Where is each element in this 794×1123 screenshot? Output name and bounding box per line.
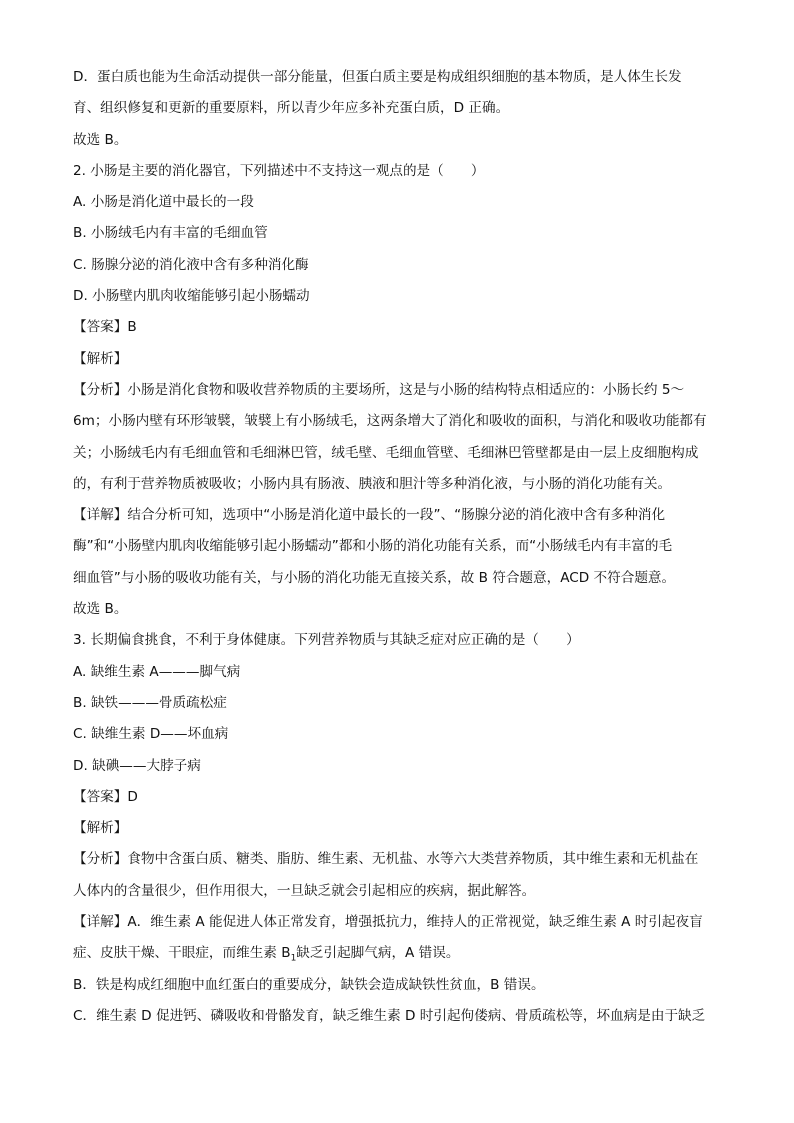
question-3-option-b: B. 缺铁———骨质疏松症 [73, 694, 227, 711]
question-2-analysis-heading: 【解析】 [73, 350, 128, 367]
subscript: 1 [290, 954, 297, 965]
text-line: 细血管”与小肠的吸收功能有关，与小肠的消化功能无直接关系，故 B 符合题意，ACD 不符合题意。 [73, 569, 676, 586]
text-line: 【分析】食物中含蛋白质、糖类、脂肪、维生素、无机盐、水等六大类营养物质，其中维生素和无机盐在 [73, 851, 699, 868]
question-3-option-a: A. 缺维生素 A———脚气病 [73, 663, 241, 680]
text-line: 故选 B。 [73, 131, 128, 148]
text-line: 6m；小肠内壁有环形皱襞，皱襞上有小肠绒毛，这两条增大了消化和吸收的面积，与消化和吸收功能都有 [73, 413, 707, 430]
question-3-option-d: D. 缺碘——大脖子病 [73, 757, 201, 774]
question-2-option-a: A. 小肠是消化道中最长的一段 [73, 194, 254, 211]
document-page [73, 62, 723, 1032]
text-line: 【详解】结合分析可知，选项中“小肠是消化道中最长的一段”、“肠腺分泌的消化液中含有多种消化 [73, 507, 666, 524]
text-line: 故选 B。 [73, 601, 128, 618]
question-2-option-b: B. 小肠绒毛内有丰富的毛细血管 [73, 225, 268, 242]
text-line: 【分析】小肠是消化食物和吸收营养物质的主要场所，这是与小肠的结构特点相适应的：小肠长约 5～ [73, 381, 685, 398]
question-3-stem: 3. 长期偏食挑食，不利于身体健康。下列营养物质与其缺乏症对应正确的是（ ） [73, 632, 580, 649]
text-line: 的，有利于营养物质被吸收；小肠内具有肠液、胰液和胆汁等多种消化液，与小肠的消化功能有关。 [73, 475, 672, 492]
text-line: 酶”和“小肠壁内肌肉收缩能够引起小肠蠕动”都和小肠的消化功能有关系，而“小肠绒毛内有丰富的毛 [73, 538, 673, 555]
text-line: 关；小肠绒毛内有毛细血管和毛细淋巴管，绒毛壁、毛细血管壁、毛细淋巴管壁都是由一层上皮细胞构成 [73, 444, 699, 461]
question-2-option-c: C. 肠腺分泌的消化液中含有多种消化酶 [73, 256, 309, 273]
question-2-answer: 【答案】B [73, 319, 137, 336]
text-line: B．铁是构成红细胞中血红蛋白的重要成分，缺铁会造成缺铁性贫血，B 错误。 [73, 976, 545, 993]
question-2-option-d: D. 小肠壁内肌肉收缩能够引起小肠蠕动 [73, 288, 310, 305]
question-2-stem: 2. 小肠是主要的消化器官，下列描述中不支持这一观点的是（ ） [73, 162, 485, 179]
text-line: D．蛋白质也能为生命活动提供一部分能量，但蛋白质主要是构成组织细胞的基本物质，是人体生长发 [73, 69, 682, 85]
text-line [73, 938, 723, 969]
question-3-option-c: C. 缺维生素 D——坏血病 [73, 726, 229, 743]
text-segment: 缺乏引起脚气病，A 错误。 [296, 945, 460, 962]
text-line: C．维生素 D 促进钙、磷吸收和骨骼发育，缺乏维生素 D 时引起佝偻病、骨质疏松等，坏血病是由于缺乏 [73, 1007, 706, 1024]
text-line: 【详解】A．维生素 A 能促进人体正常发育，增强抵抗力，维持人的正常视觉，缺乏维生素 A 时引起夜盲 [73, 914, 703, 931]
question-3-answer: 【答案】D [73, 788, 138, 805]
text-line: 育、组织修复和更新的重要原料，所以青少年应多补充蛋白质，D 正确。 [73, 100, 510, 117]
text-segment: 症、皮肤干燥、干眼症，而维生素 B [73, 945, 291, 962]
text-line: 人体内的含量很少，但作用很大，一旦缺乏就会引起相应的疾病，据此解答。 [73, 882, 536, 899]
question-3-analysis-heading: 【解析】 [73, 820, 128, 837]
